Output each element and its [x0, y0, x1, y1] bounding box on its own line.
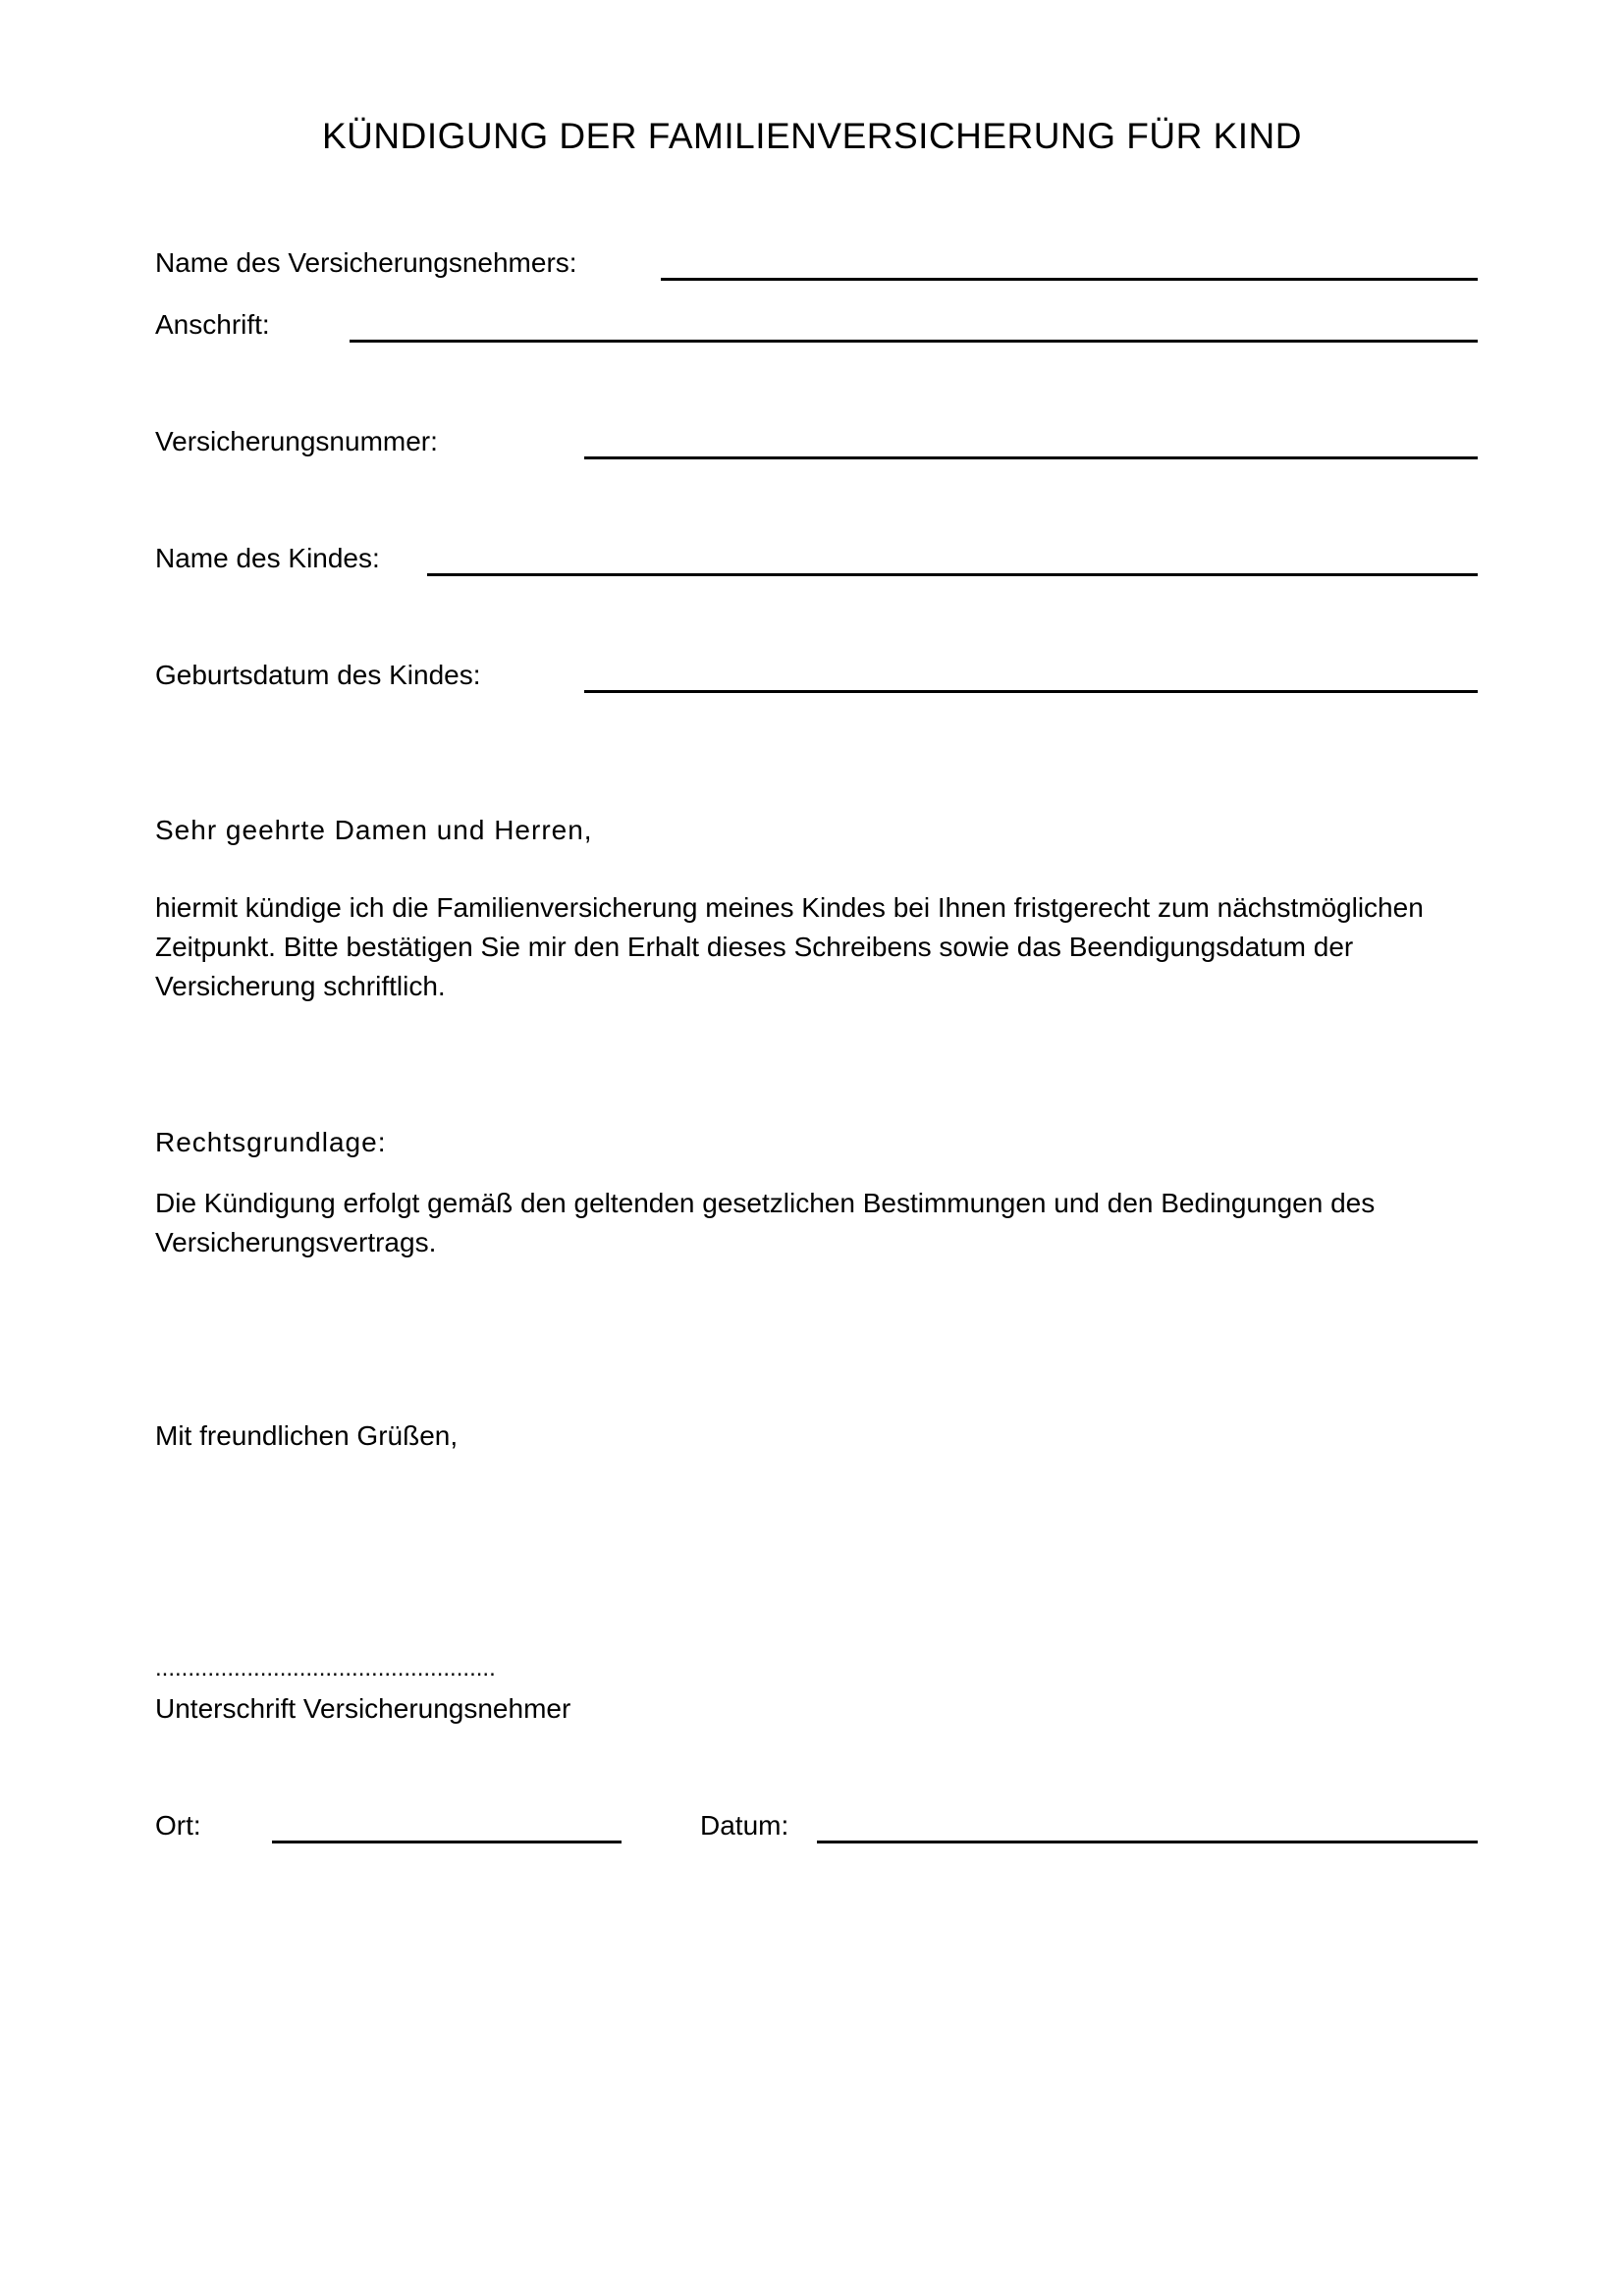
place-label: Ort:: [155, 1810, 201, 1841]
legal-basis-heading: Rechtsgrundlage:: [155, 1127, 387, 1157]
closing: Mit freundlichen Grüßen,: [155, 1420, 459, 1451]
legal-basis-text: Die Kündigung erfolgt gemäß den geltenden gesetzlichen Bestimmungen und den Bedingungen des Versicherungsvertrags.: [155, 1188, 1376, 1257]
address-field[interactable]: [350, 340, 1478, 343]
signature-line[interactable]: ....................................................: [155, 1655, 496, 1682]
salutation: Sehr geehrte Damen und Herren,: [155, 815, 593, 845]
place-field[interactable]: [272, 1841, 622, 1843]
signature-label: Unterschrift Versicherungsnehmer: [155, 1693, 571, 1724]
address-label: Anschrift:: [155, 309, 270, 340]
policyholder-name-field[interactable]: [661, 278, 1478, 281]
body-paragraph: hiermit kündige ich die Familienversicherung meines Kindes bei Ihnen fristgerecht zum nächstmöglichen Zeitpunkt. Bitte bestätigen Sie mir den Erhalt dieses Schreibens sowie das Beendigungsdatum der Versicherung schriftlich.: [155, 892, 1424, 1001]
document-title: KÜNDIGUNG DER FAMILIENVERSICHERUNG FÜR KIND: [322, 116, 1302, 156]
date-label: Datum:: [700, 1810, 789, 1841]
child-birthdate-label: Geburtsdatum des Kindes:: [155, 660, 481, 690]
child-name-label: Name des Kindes:: [155, 543, 380, 573]
insurance-number-label: Versicherungsnummer:: [155, 426, 438, 456]
child-name-field[interactable]: [427, 573, 1478, 576]
insurance-number-field[interactable]: [584, 456, 1478, 459]
policyholder-name-label: Name des Versicherungsnehmers:: [155, 247, 577, 278]
child-birthdate-field[interactable]: [584, 690, 1478, 693]
date-field[interactable]: [817, 1841, 1478, 1843]
